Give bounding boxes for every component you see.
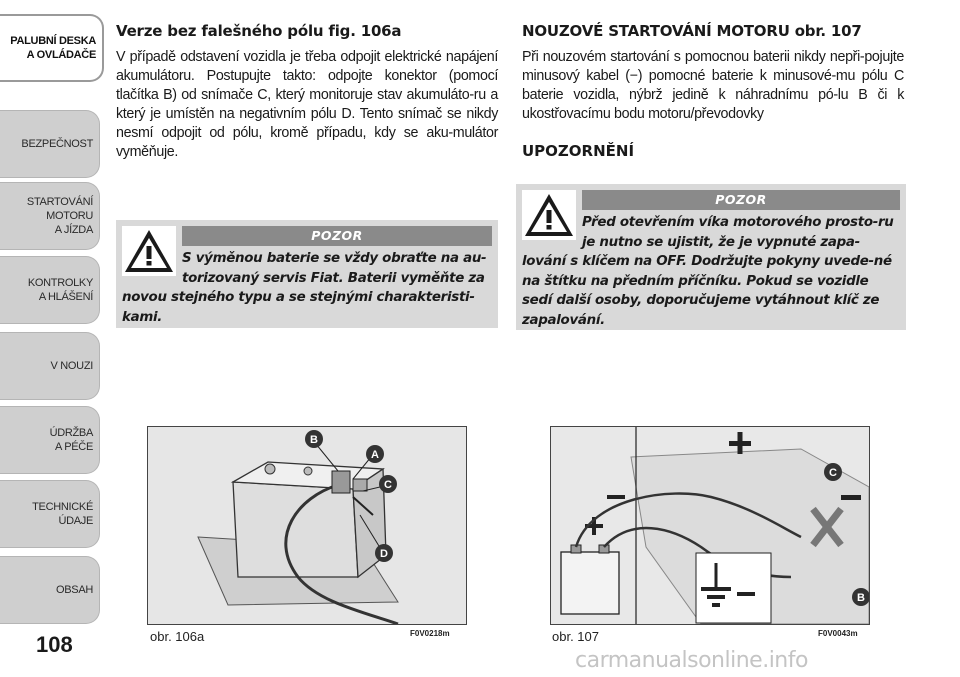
- body-paragraph: Při nouzovém startování s pomocnou baterii nikdy nepři-pojujte minusový kabel (−) pomocné baterie k minusové-mu pólu C baterie vozidla, nýbrž jedině k náhradnímu pó-lu B či k ukostřovacímu bodu motoru/převodovky: [522, 49, 904, 122]
- tab-startovani[interactable]: STARTOVÁNÍ MOTORU A JÍZDA: [0, 182, 100, 250]
- battery-illustration-106a: [147, 426, 467, 625]
- chapter-tabs: [0, 0, 104, 630]
- warning-text: S výměnou baterie se vždy obraťte na au-torizovaný servis Fiat. Baterii vyměňte za novou stejného typu a se stejnými charakteristi-kami.: [122, 251, 487, 325]
- warning-triangle-icon: [522, 190, 576, 240]
- tab-palubni-deska[interactable]: PALUBNÍ DESKA A OVLÁDAČE: [0, 14, 104, 82]
- warning-box: [516, 184, 906, 330]
- figure-caption: obr. 106a: [150, 629, 205, 644]
- right-column: [522, 22, 904, 160]
- figure-code: F0V0218m: [410, 629, 450, 638]
- label-a: A: [371, 449, 379, 461]
- section-heading: NOUZOVÉ STARTOVÁNÍ MOTORU obr. 107: [522, 22, 862, 40]
- label-d: D: [380, 548, 388, 560]
- jump-start-illustration-107: [550, 426, 870, 625]
- warning-text: Před otevřením víka motorového prosto-ru je nutno se ujistit, že je vypnuté zapa-lování s klíčem na OFF. Dodržujte pokyny uvede-né na štítku na předním příčníku. Pokud se vozidle sedí další osoby, doporučujeme vytáhnout klíč ze zapalování.: [522, 215, 894, 328]
- label-b: B: [857, 592, 865, 604]
- warning-heading: UPOZORNĚNÍ: [522, 142, 635, 160]
- tab-v-nouzi[interactable]: V NOUZI: [0, 332, 100, 400]
- section-heading: Verze bez falešného pólu fig. 106a: [116, 22, 402, 40]
- page-number: 108: [36, 632, 73, 657]
- label-c: C: [384, 479, 392, 491]
- body-paragraph: V případě odstavení vozidla je třeba odpojit elektrické napájení akumulátoru. Postupujte takto: odpojte konektor (pomocí tlačítka B) od snímače C, který monitoruje stav akumuláto-ru a který je umístěn na negativním pólu D. Tento snímač se nikdy nesmí odpojit od pólu, kromě případu, kdy se aku-mulátor vyměňuje.: [116, 49, 498, 160]
- jump-start-drawing: [551, 427, 869, 624]
- tab-obsah[interactable]: OBSAH: [0, 556, 100, 624]
- label-b: B: [310, 434, 318, 446]
- tab-bezpecnost[interactable]: BEZPEČNOST: [0, 110, 100, 178]
- battery-sensor-drawing: [148, 427, 466, 624]
- warning-banner: POZOR: [182, 226, 492, 246]
- site-watermark: carmanualsonline.info: [575, 648, 808, 673]
- figure-code: F0V0043m: [818, 629, 858, 638]
- warning-banner: POZOR: [582, 190, 900, 210]
- tab-technicke[interactable]: TECHNICKÉ ÚDAJE: [0, 480, 100, 548]
- tab-kontrolky[interactable]: KONTROLKY A HLÁŠENÍ: [0, 256, 100, 324]
- warning-box: [116, 220, 498, 328]
- tab-udrzba[interactable]: ÚDRŽBA A PÉČE: [0, 406, 100, 474]
- warning-triangle-icon: [122, 226, 176, 276]
- figure-caption: obr. 107: [552, 629, 599, 644]
- left-column: [116, 22, 498, 162]
- label-c: C: [829, 467, 837, 479]
